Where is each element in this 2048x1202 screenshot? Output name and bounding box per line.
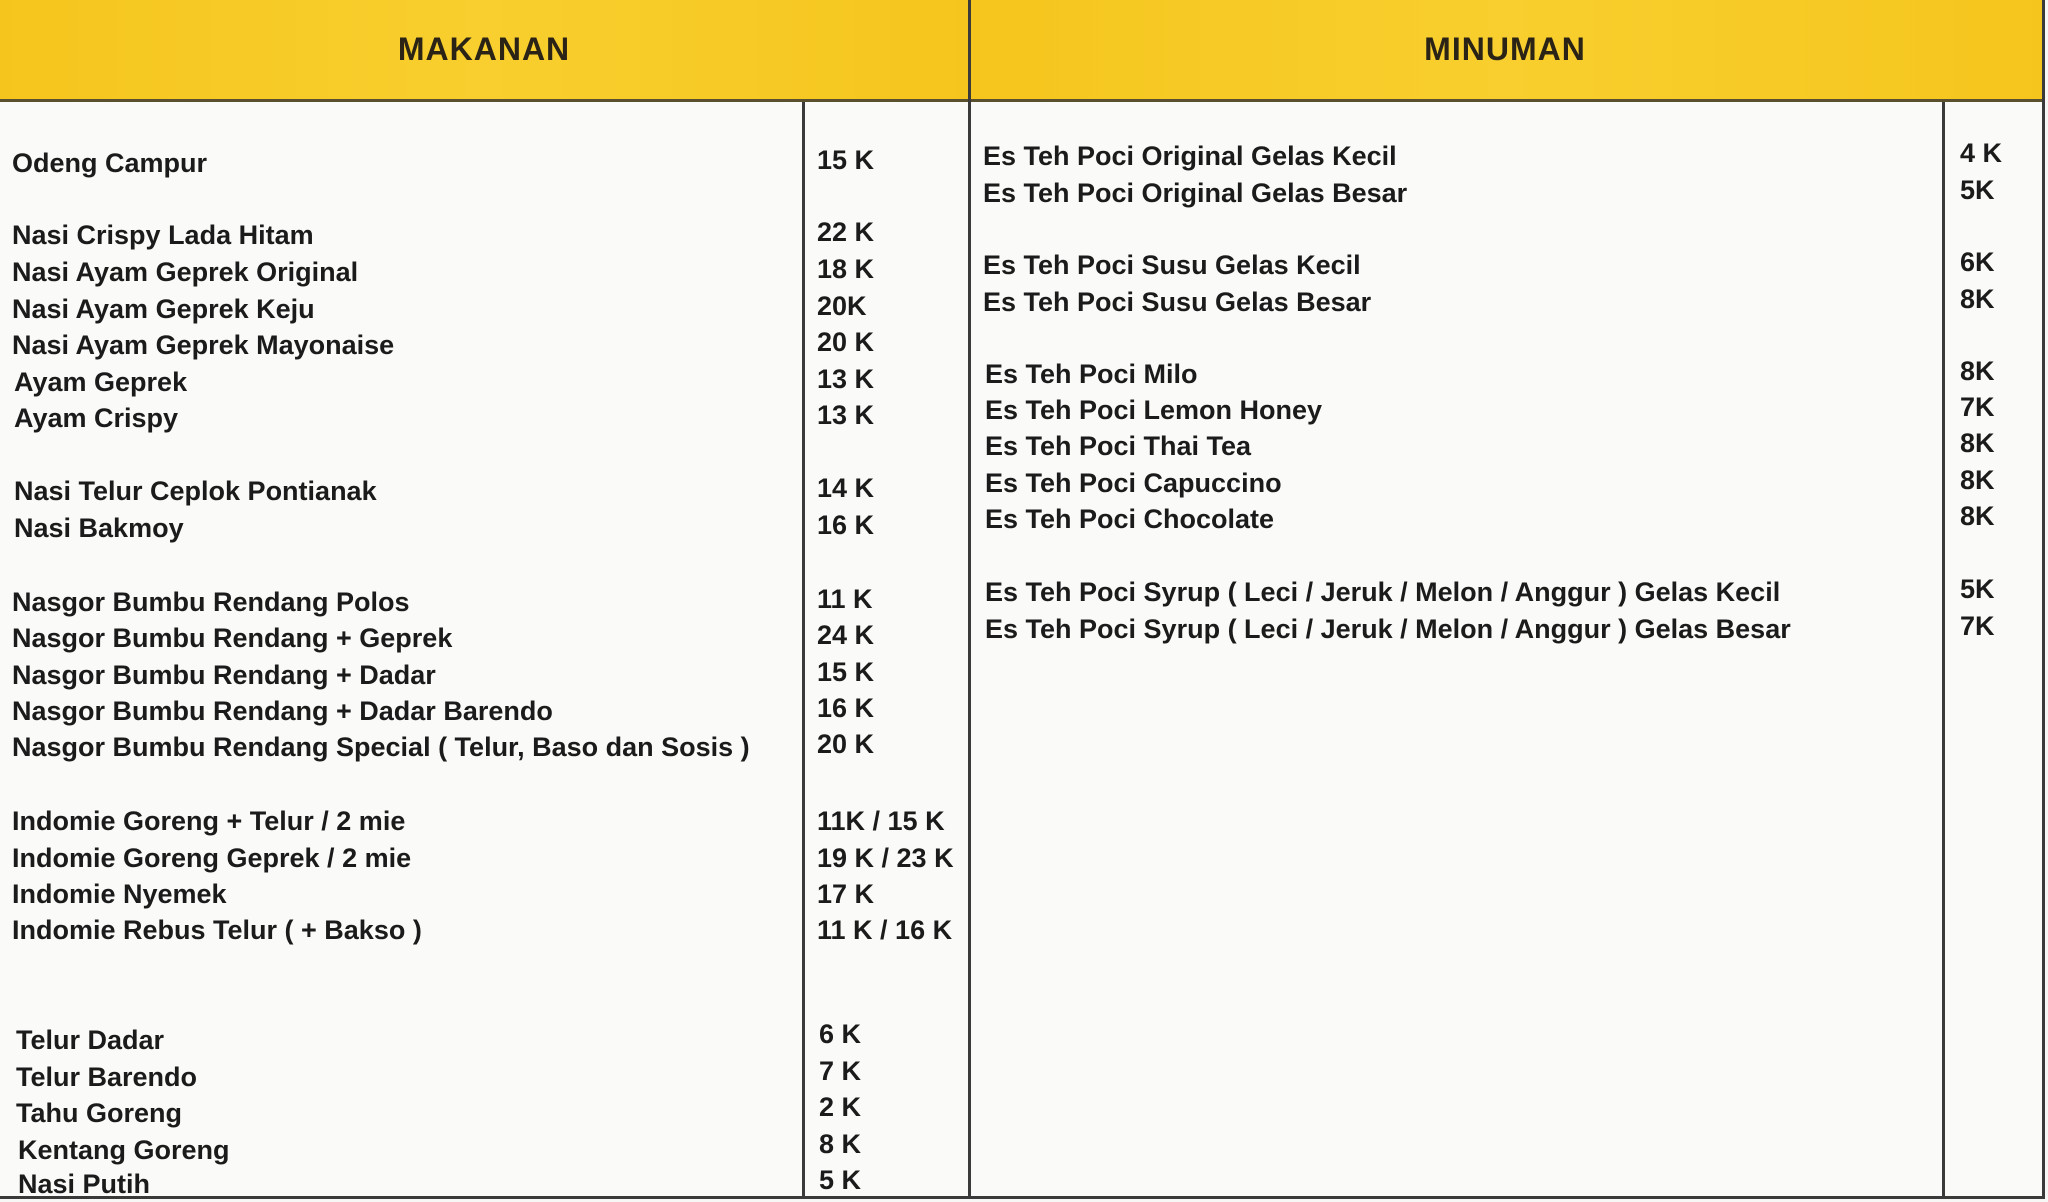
food-item-price: 17 K xyxy=(817,879,875,909)
food-item-name: Nasi Ayam Geprek Original xyxy=(12,257,359,287)
food-item-name: Nasgor Bumbu Rendang + Geprek xyxy=(12,623,453,653)
drink-item-price: 8K xyxy=(1960,284,1995,314)
section-divider xyxy=(968,0,971,1196)
food-item-price: 13 K xyxy=(817,364,875,394)
food-item-name: Nasgor Bumbu Rendang Polos xyxy=(12,587,410,617)
food-item-name: Ayam Crispy xyxy=(14,403,179,433)
drink-item-price: 8K xyxy=(1960,428,1995,458)
drink-item-price: 8K xyxy=(1960,501,1995,531)
drink-item-name: Es Teh Poci Thai Tea xyxy=(985,431,1252,461)
food-item-price: 6 K xyxy=(819,1019,862,1049)
drink-header-label: MINUMAN xyxy=(1424,31,1586,67)
food-item-price: 16 K xyxy=(817,693,875,723)
food-item-name: Nasi Putih xyxy=(18,1169,151,1199)
food-item-price: 20 K xyxy=(817,327,875,357)
drink-item-price: 8K xyxy=(1960,356,1995,386)
food-item-price: 18 K xyxy=(817,254,875,284)
food-header-label: MAKANAN xyxy=(397,31,571,67)
drink-item-name: Es Teh Poci Chocolate xyxy=(985,504,1275,534)
drink-item-price: 8K xyxy=(1960,465,1995,495)
food-price-divider xyxy=(802,102,805,1196)
drink-price-divider xyxy=(1942,102,1945,1196)
food-item-name: Ayam Geprek xyxy=(14,367,188,397)
drink-item-price: 6K xyxy=(1960,247,1995,277)
food-item-name: Nasi Telur Ceplok Pontianak xyxy=(14,476,377,506)
food-item-price: 20K xyxy=(817,291,867,321)
food-item-name: Indomie Goreng + Telur / 2 mie xyxy=(12,806,406,836)
drink-item-name: Es Teh Poci Susu Gelas Besar xyxy=(983,287,1372,317)
food-item-name: Telur Dadar xyxy=(16,1025,165,1055)
drink-item-name: Es Teh Poci Capuccino xyxy=(985,468,1282,498)
food-item-name: Indomie Nyemek xyxy=(12,879,227,909)
drink-item-price: 7K xyxy=(1960,392,1995,422)
drink-item-price: 7K xyxy=(1960,611,1995,641)
food-item-price: 11 K / 16 K xyxy=(817,915,953,945)
drink-item-price: 4 K xyxy=(1960,138,2003,168)
food-item-price: 5 K xyxy=(819,1165,862,1195)
food-item-name: Odeng Campur xyxy=(12,148,208,178)
food-item-price: 8 K xyxy=(819,1129,862,1159)
food-item-price: 14 K xyxy=(817,473,875,503)
drink-item-name: Es Teh Poci Syrup ( Leci / Jeruk / Melon / Anggur ) Gelas Besar xyxy=(985,614,1791,644)
food-item-name: Nasi Ayam Geprek Keju xyxy=(12,294,315,324)
drink-item-name: Es Teh Poci Syrup ( Leci / Jeruk / Melon / Anggur ) Gelas Kecil xyxy=(985,577,1781,607)
food-item-price: 2 K xyxy=(819,1092,862,1122)
drink-item-price: 5K xyxy=(1960,574,1995,604)
food-item-name: Kentang Goreng xyxy=(18,1135,230,1165)
food-item-price: 22 K xyxy=(817,217,875,247)
food-item-name: Nasi Ayam Geprek Mayonaise xyxy=(12,330,395,360)
drink-item-name: Es Teh Poci Original Gelas Besar xyxy=(983,178,1408,208)
food-item-name: Nasgor Bumbu Rendang Special ( Telur, Baso dan Sosis ) xyxy=(12,732,750,762)
food-item-price: 11K / 15 K xyxy=(817,806,945,836)
drink-item-name: Es Teh Poci Original Gelas Kecil xyxy=(983,141,1397,171)
food-item-name: Indomie Goreng Geprek / 2 mie xyxy=(12,843,412,873)
drink-column-header xyxy=(968,0,2042,102)
food-item-name: Telur Barendo xyxy=(16,1062,198,1092)
food-item-price: 7 K xyxy=(819,1056,862,1086)
food-item-name: Nasi Crispy Lada Hitam xyxy=(12,220,314,250)
food-item-price: 24 K xyxy=(817,620,875,650)
food-item-price: 20 K xyxy=(817,729,875,759)
drink-item-price: 5K xyxy=(1960,175,1995,205)
food-item-name: Tahu Goreng xyxy=(16,1098,182,1128)
food-item-price: 19 K / 23 K xyxy=(817,843,954,873)
food-item-price: 16 K xyxy=(817,510,875,540)
food-item-name: Nasi Bakmoy xyxy=(14,513,184,543)
food-item-price: 13 K xyxy=(817,400,875,430)
drink-item-name: Es Teh Poci Susu Gelas Kecil xyxy=(983,250,1361,280)
food-item-price: 15 K xyxy=(817,657,875,687)
food-item-price: 15 K xyxy=(817,145,875,175)
drink-item-name: Es Teh Poci Milo xyxy=(985,359,1198,389)
food-item-name: Nasgor Bumbu Rendang + Dadar Barendo xyxy=(12,696,553,726)
drink-item-name: Es Teh Poci Lemon Honey xyxy=(985,395,1323,425)
food-item-price: 11 K xyxy=(817,584,873,614)
food-item-name: Indomie Rebus Telur ( + Bakso ) xyxy=(12,915,422,945)
food-item-name: Nasgor Bumbu Rendang + Dadar xyxy=(12,660,436,690)
food-column-header xyxy=(0,0,968,102)
